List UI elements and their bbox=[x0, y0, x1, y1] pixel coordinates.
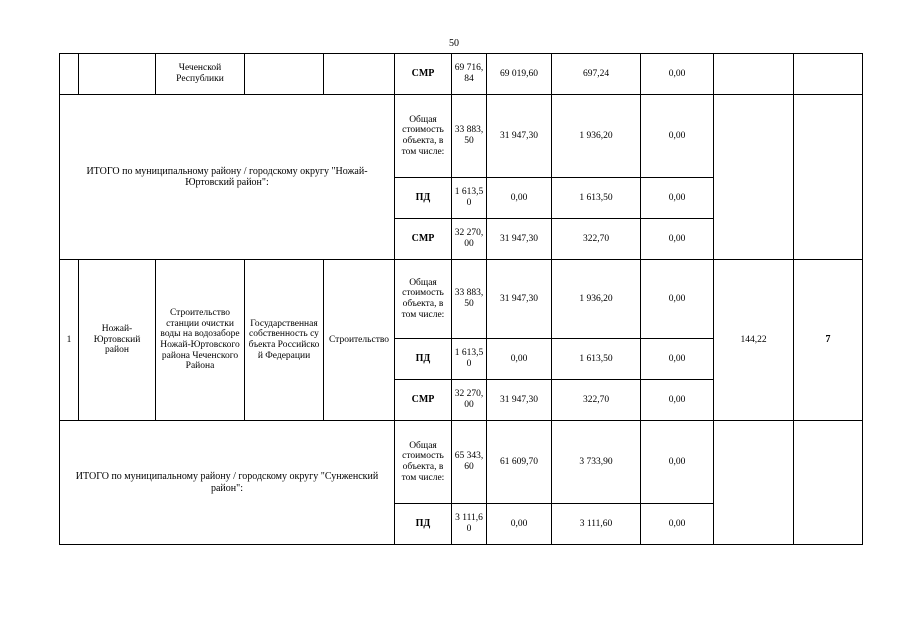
cell-regional: 697,24 bbox=[552, 54, 641, 95]
cell-owner: Государственная собственность субъекта Российской Федерации bbox=[245, 260, 324, 421]
cell-cost-type: СМР bbox=[395, 219, 452, 260]
cell-federal: 31 947,30 bbox=[487, 219, 552, 260]
cell-cost-type: Общая стоимость объекта, в том числе: bbox=[395, 260, 452, 339]
cell-total: 33 883,50 bbox=[452, 95, 487, 178]
cell-district: Ножай-Юртовский район bbox=[79, 260, 156, 421]
cell-municipal: 0,00 bbox=[641, 178, 714, 219]
cell-municipal: 0,00 bbox=[641, 339, 714, 380]
cell-federal: 0,00 bbox=[487, 178, 552, 219]
table-row bbox=[60, 260, 863, 339]
cell-num: 1 bbox=[60, 260, 79, 421]
cell-year bbox=[794, 54, 863, 95]
cell-kind: Строительство bbox=[324, 260, 395, 421]
cell-year: 7 bbox=[794, 260, 863, 421]
cell-capacity bbox=[714, 54, 794, 95]
cell-federal: 31 947,30 bbox=[487, 260, 552, 339]
cell-municipal: 0,00 bbox=[641, 95, 714, 178]
cell-regional: 3 733,90 bbox=[552, 421, 641, 504]
cell-regional: 1 613,50 bbox=[552, 339, 641, 380]
cell-cost-type: ПД bbox=[395, 339, 452, 380]
cell-total: 3 111,60 bbox=[452, 504, 487, 545]
cell-total: 1 613,50 bbox=[452, 178, 487, 219]
cell-cost-type: Общая стоимость объекта, в том числе: bbox=[395, 421, 452, 504]
cell-total: 1 613,50 bbox=[452, 339, 487, 380]
cell-total: 32 270,00 bbox=[452, 380, 487, 421]
cell-regional: 1 936,20 bbox=[552, 95, 641, 178]
itogo-label: ИТОГО по муниципальному району / городскому округу "Ножай-Юртовский район": bbox=[60, 95, 395, 260]
cell-capacity: 144,22 bbox=[714, 260, 794, 421]
cell-regional: 1 936,20 bbox=[552, 260, 641, 339]
cell-federal: 31 947,30 bbox=[487, 95, 552, 178]
cell-capacity bbox=[714, 95, 794, 260]
cell-year bbox=[794, 421, 863, 545]
cell-year bbox=[794, 95, 863, 260]
cell-total: 32 270,00 bbox=[452, 219, 487, 260]
cell-total: 33 883,50 bbox=[452, 260, 487, 339]
cell-federal: 0,00 bbox=[487, 504, 552, 545]
cell-capacity bbox=[714, 421, 794, 545]
cell-object-name: Строительство станции очистки воды на водозаборе Ножай-Юртовского района Чеченского Района bbox=[156, 260, 245, 421]
table-row bbox=[60, 54, 863, 95]
cell-federal: 61 609,70 bbox=[487, 421, 552, 504]
cell-municipal: 0,00 bbox=[641, 260, 714, 339]
cell-object-name: Чеченской Республики bbox=[156, 54, 245, 95]
cell-cost-type: СМР bbox=[395, 380, 452, 421]
cell-municipal: 0,00 bbox=[641, 504, 714, 545]
cell-total: 65 343,60 bbox=[452, 421, 487, 504]
table-row bbox=[60, 95, 863, 178]
cell-municipal: 0,00 bbox=[641, 54, 714, 95]
table-row bbox=[60, 421, 863, 504]
cell-regional: 3 111,60 bbox=[552, 504, 641, 545]
cell-regional: 1 613,50 bbox=[552, 178, 641, 219]
cell-cost-type: ПД bbox=[395, 178, 452, 219]
cell-cost-type: Общая стоимость объекта, в том числе: bbox=[395, 95, 452, 178]
cell-regional: 322,70 bbox=[552, 380, 641, 421]
cell-kind bbox=[324, 54, 395, 95]
cell-num bbox=[60, 54, 79, 95]
page-number: 50 bbox=[449, 38, 459, 49]
investment-table bbox=[59, 53, 863, 545]
cell-federal: 0,00 bbox=[487, 339, 552, 380]
cell-owner bbox=[245, 54, 324, 95]
cell-cost-type: ПД bbox=[395, 504, 452, 545]
cell-cost-type: СМР bbox=[395, 54, 452, 95]
cell-district bbox=[79, 54, 156, 95]
cell-regional: 322,70 bbox=[552, 219, 641, 260]
cell-federal: 31 947,30 bbox=[487, 380, 552, 421]
cell-federal: 69 019,60 bbox=[487, 54, 552, 95]
itogo-label: ИТОГО по муниципальному району / городскому округу "Сунженский район": bbox=[60, 421, 395, 545]
cell-municipal: 0,00 bbox=[641, 219, 714, 260]
cell-municipal: 0,00 bbox=[641, 421, 714, 504]
cell-municipal: 0,00 bbox=[641, 380, 714, 421]
cell-total: 69 716,84 bbox=[452, 54, 487, 95]
